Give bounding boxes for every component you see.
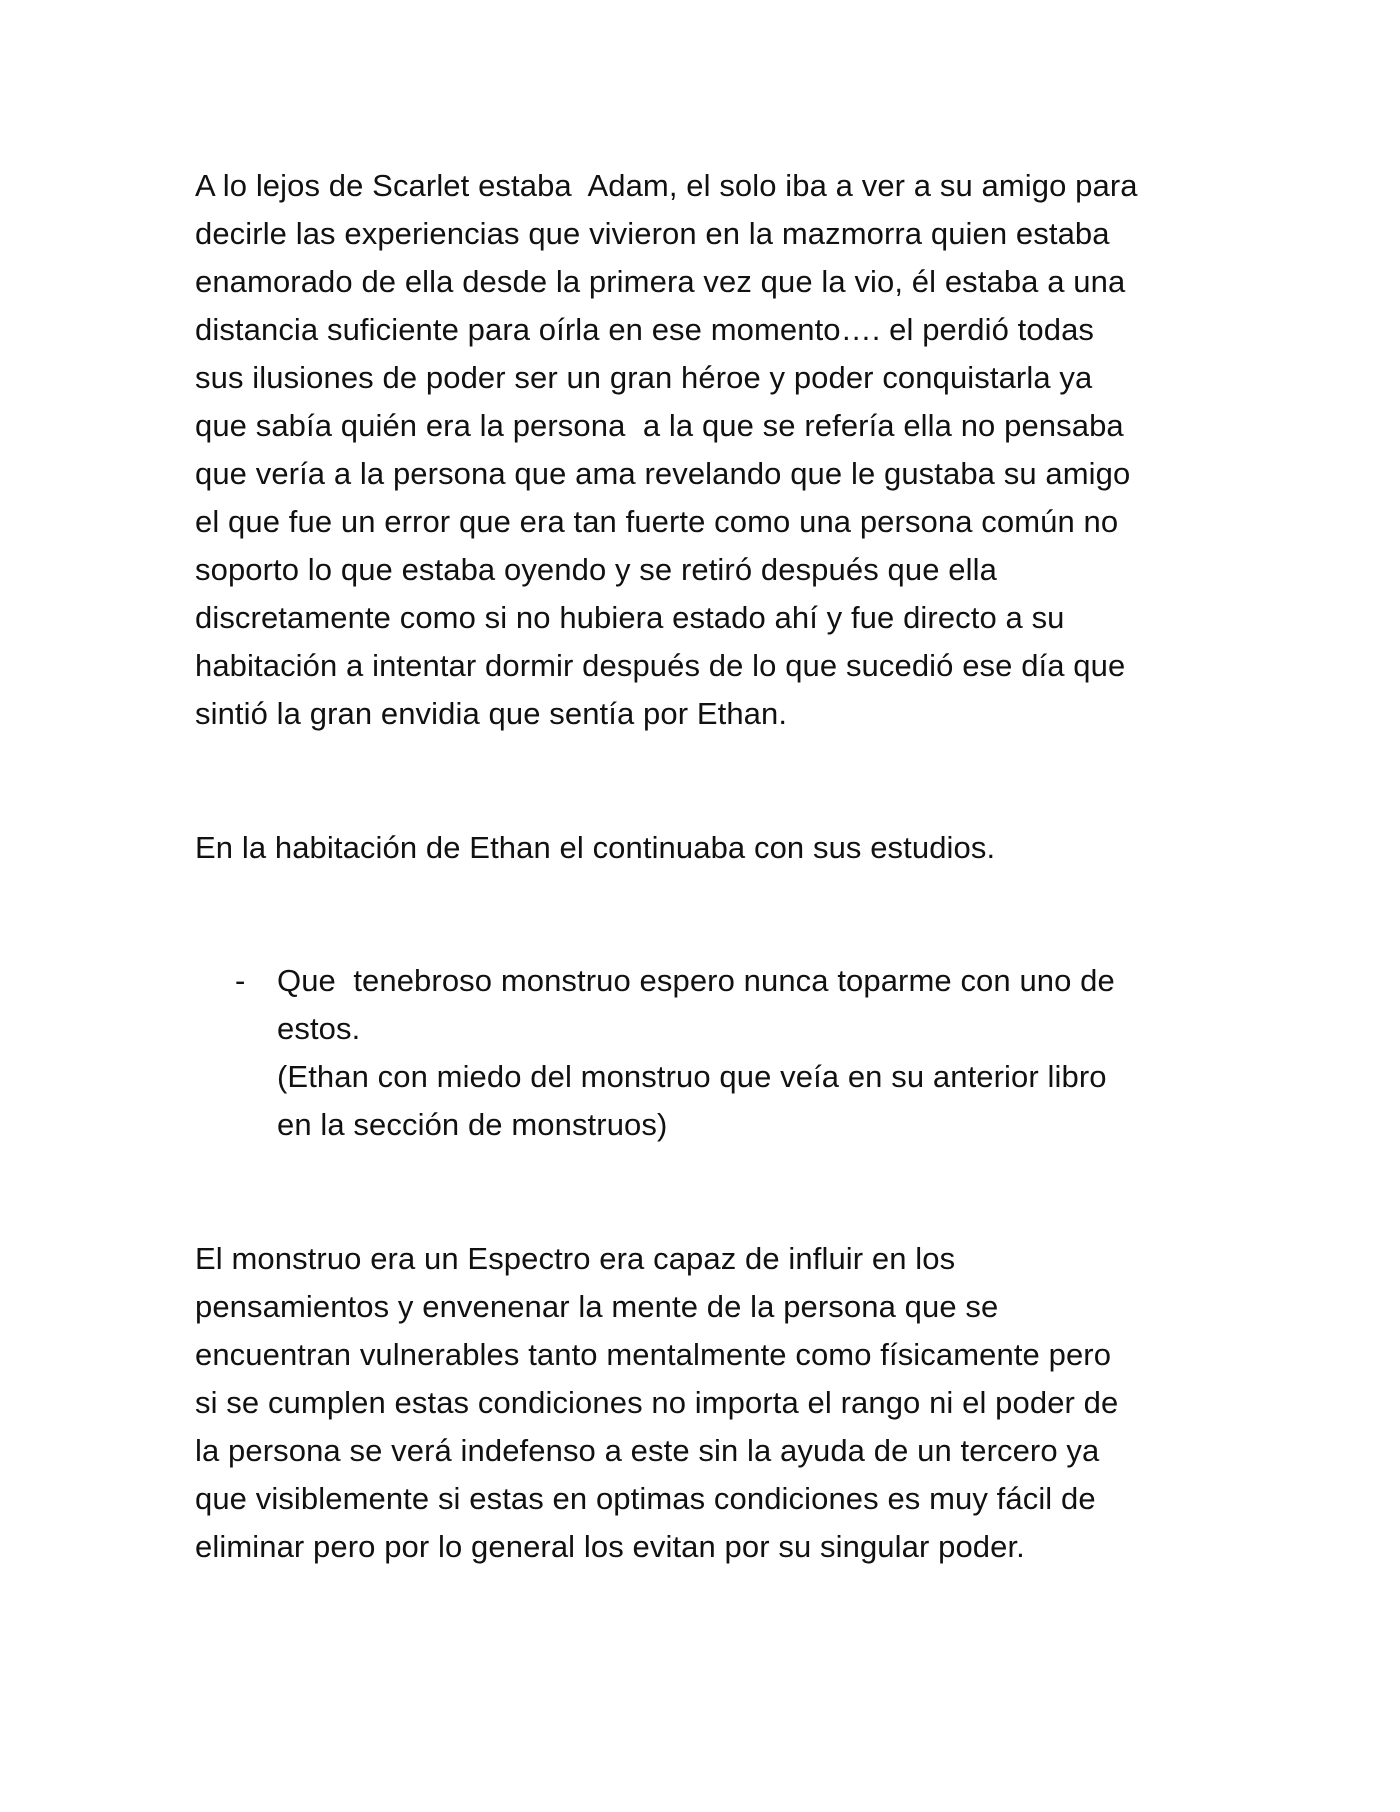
- text-line: discretamente como si no hubiera estado ahí y fue directo a su: [195, 600, 1065, 635]
- text-line: pensamientos y envenenar la mente de la persona que se: [195, 1289, 999, 1324]
- text-line: habitación a intentar dormir después de lo que sucedió ese día que: [195, 648, 1126, 683]
- text-line: En la habitación de Ethan el continuaba con sus estudios.: [195, 830, 996, 865]
- text-line: que visiblemente si estas en optimas condiciones es muy fácil de: [195, 1481, 1096, 1516]
- text-line: sus ilusiones de poder ser un gran héroe y poder conquistarla ya: [195, 360, 1093, 395]
- dialogue-line: (Ethan con miedo del monstruo que veía en su anterior libro: [277, 1059, 1107, 1094]
- text-line: que vería a la persona que ama revelando que le gustaba su amigo: [195, 456, 1131, 491]
- text-line: A lo lejos de Scarlet estaba Adam, el solo iba a ver a su amigo para: [195, 168, 1138, 203]
- text-line: el que fue un error que era tan fuerte como una persona común no: [195, 504, 1119, 539]
- text-line: si se cumplen estas condiciones no importa el rango ni el poder de: [195, 1385, 1119, 1420]
- text-line: soporto lo que estaba oyendo y se retiró después que ella: [195, 552, 997, 587]
- text-line: que sabía quién era la persona a la que se refería ella no pensaba: [195, 408, 1124, 443]
- dialogue-line: estos.: [277, 1011, 361, 1046]
- text-line: enamorado de ella desde la primera vez que la vio, él estaba a una: [195, 264, 1126, 299]
- text-line: eliminar pero por lo general los evitan por su singular poder.: [195, 1529, 1025, 1564]
- dash-marker: -: [235, 963, 246, 998]
- dialogue-line: Que tenebroso monstruo espero nunca toparme con uno de: [277, 963, 1115, 998]
- text-line: la persona se verá indefenso a este sin la ayuda de un tercero ya: [195, 1433, 1100, 1468]
- text-line: El monstruo era un Espectro era capaz de influir en los: [195, 1241, 956, 1276]
- text-line: distancia suficiente para oírla en ese momento…. el perdió todas: [195, 312, 1095, 347]
- dialogue-line: en la sección de monstruos): [277, 1107, 668, 1142]
- text-line: decirle las experiencias que vivieron en la mazmorra quien estaba: [195, 216, 1110, 251]
- text-line: encuentran vulnerables tanto mentalmente como físicamente pero: [195, 1337, 1112, 1372]
- text-line: sintió la gran envidia que sentía por Ethan.: [195, 696, 788, 731]
